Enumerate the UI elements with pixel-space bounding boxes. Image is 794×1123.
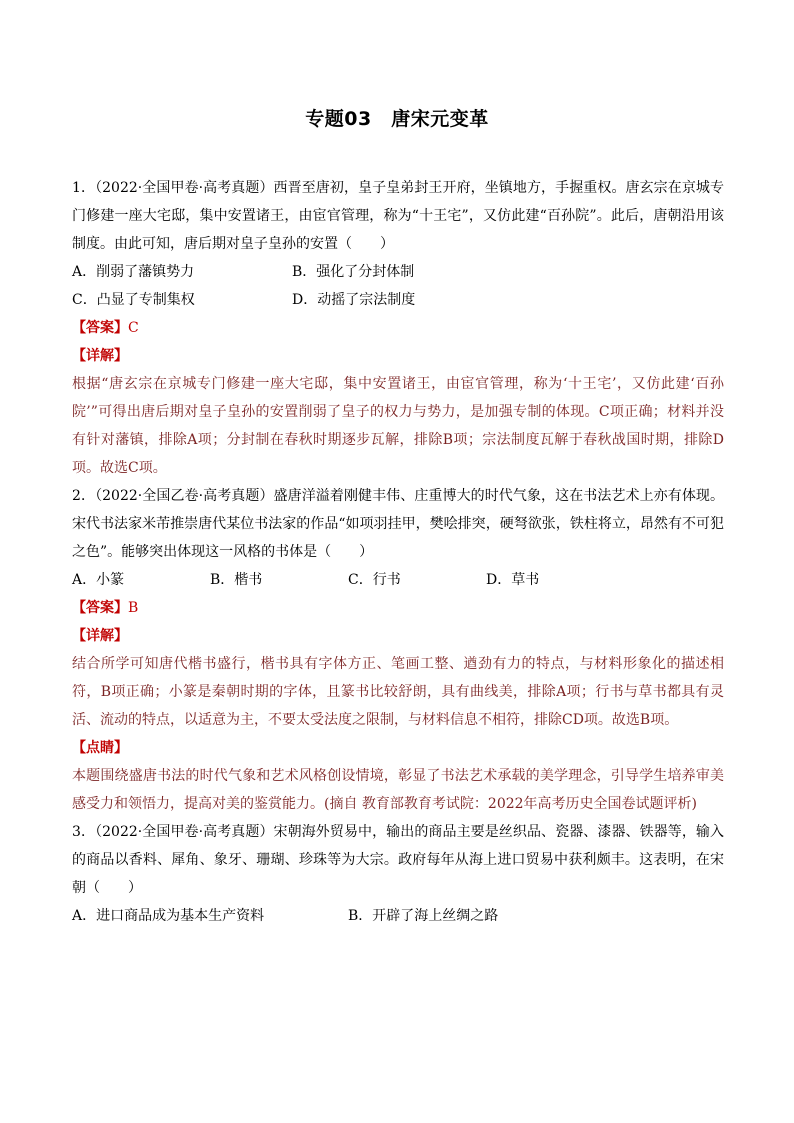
detail-label: 【详解】 [72,348,128,364]
page-title: 专题03 唐宋元变革 [305,108,489,130]
option-a: A．削弱了藩镇势力 [72,264,195,280]
question-1 [72,174,724,482]
detail-label: 【详解】 [72,628,128,644]
detail-text: 根据“唐玄宗在京城专门修建一座大宅邸，集中安置诸王，由宦官管理，称为‘十王宅’，又仿此建‘百孙院’”可得出唐后期对皇子皇孙的安置削弱了皇子的权力与势力，是加强专制的体现。C项正确；材料并没有针对藩镇，排除A项；分封制在春秋时期逐步瓦解，排除B项；宗法制度瓦解于春秋战国时期，排除D项。故选C项。 [72,376,724,476]
option-a: A．进口商品成为基本生产资料 [72,908,265,924]
option-d: D．草书 [486,572,540,588]
option-b: B．楷书 [210,572,263,588]
options-row [72,566,724,594]
point-text: 本题围绕盛唐书法的时代气象和艺术风格创设情境，彰显了书法艺术承载的美学理念，引导学生培养审美感受力和领悟力，提高对美的鉴赏能力。(摘自 教育部教育考试院：2022年高考历史全国卷试题评析) [72,768,724,812]
question-stem: 1．（2022·全国甲卷·高考真题）西晋至唐初，皇子皇弟封王开府，坐镇地方，手握重权。唐玄宗在京城专门修建一座大宅邸，集中安置诸王，由宦官管理，称为“十王宅”，又仿此建“百孙院”。此后，唐朝沿用该制度。由此可知，唐后期对皇子皇孙的安置（ ） [72,180,724,252]
option-d: D．动摇了宗法制度 [292,292,416,308]
answer-value: B [128,600,139,616]
option-c: C．凸显了专制集权 [72,292,195,308]
question-stem: 2．（2022·全国乙卷·高考真题）盛唐洋溢着刚健丰伟、庄重博大的时代气象，这在书法艺术上亦有体现。宋代书法家米芾推崇唐代某位书法家的作品“如项羽挂甲，樊哙排突，硬弩欲张，铁柱将立，昂然有不可犯之色”。能够突出体现这一风格的书体是（ ） [72,488,724,560]
option-b: B．强化了分封体制 [292,264,415,280]
answer-line [72,314,724,342]
detail-text: 结合所学可知唐代楷书盛行，楷书具有字体方正、笔画工整、遒劲有力的特点，与材料形象化的描述相符，B项正确；小篆是秦朝时期的字体，且篆书比较舒朗，具有曲线美，排除A项；行书与草书都具有灵活、流动的特点，以适意为主，不要太受法度之限制，与材料信息不相符，排除CD项。故选B项。 [72,656,724,728]
question-stem: 3．（2022·全国甲卷·高考真题）宋朝海外贸易中，输出的商品主要是丝织品、瓷器、漆器、铁器等，输入的商品以香料、犀角、象牙、珊瑚、珍珠等为大宗。政府每年从海上进口贸易中获利颇丰。这表明，在宋朝（ ） [72,824,724,896]
options-row [72,902,724,930]
option-a: A．小篆 [72,572,125,588]
answer-line [72,594,724,622]
options-row [72,258,724,286]
answer-value: C [128,320,139,336]
question-3 [72,818,724,930]
option-b: B．开辟了海上丝绸之路 [348,908,499,924]
option-c: C．行书 [348,572,401,588]
question-2 [72,482,724,818]
point-label: 【点睛】 [72,740,128,756]
document-body [72,174,724,930]
options-row [72,286,724,314]
answer-label: 【答案】 [72,320,128,336]
answer-label: 【答案】 [72,600,128,616]
